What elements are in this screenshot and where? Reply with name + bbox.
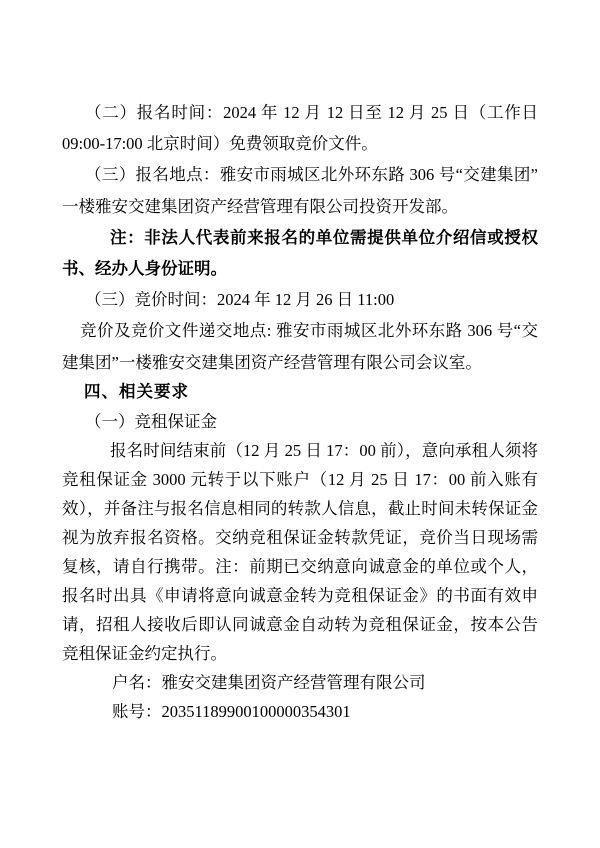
document-body (62, 97, 538, 726)
para-account-name: 户名：雅安交建集团资产经营管理有限公司 (112, 672, 426, 692)
para-account-number: 账号：20351189900100000354301 (112, 701, 351, 721)
para-bid-place: 竞价及竞价文件递交地点: 雅安市雨城区北外环东路 306 号“交建集团”一楼雅安交建集团资产经营管理有限公司会议室。 (62, 321, 538, 372)
para-deposit-heading: （一）竞租保证金 (85, 411, 217, 431)
section-heading-requirements: 四、相关要求 (84, 382, 189, 401)
para-signup-time: （二）报名时间：2024 年 12 月 12 日至 12 月 25 日（工作日 09:00-17:00 北京时间）免费领取竞价文件。 (62, 103, 538, 154)
para-bid-time: （三）竞价时间：2024 年 12 月 26 日 11:00 (85, 290, 395, 310)
para-agent-note: 注：非法人代表前来报名的单位需提供单位介绍信或授权书、经办人身份证明。 (62, 227, 538, 279)
para-signup-place: （三）报名地点：雅安市雨城区北外环东路 306 号“交建集团”一楼雅安交建集团资产经营管理有限公司投资开发部。 (62, 165, 538, 216)
para-deposit-body: 报名时间结束前（12 月 25 日 17：00 前），意向承租人须将竞租保证金 3000 元转于以下账户（12 月 25 日 17：00 前入账有效），并备注与报名信息相同的转款人信息，截止时间未转保证金视为放弃报名资格。交纳竞租保证金转款凭证，竞价当日现场需复核，请自行携带。注：前期已交纳意向诚意金的单位或个人，报名时出具《申请将意向诚意金转为竞租保证金》的书面有效申请，招租人接收后即认同诚意金自动转为竞租保证金，按本公告竞租保证金约定执行。 (62, 440, 538, 663)
